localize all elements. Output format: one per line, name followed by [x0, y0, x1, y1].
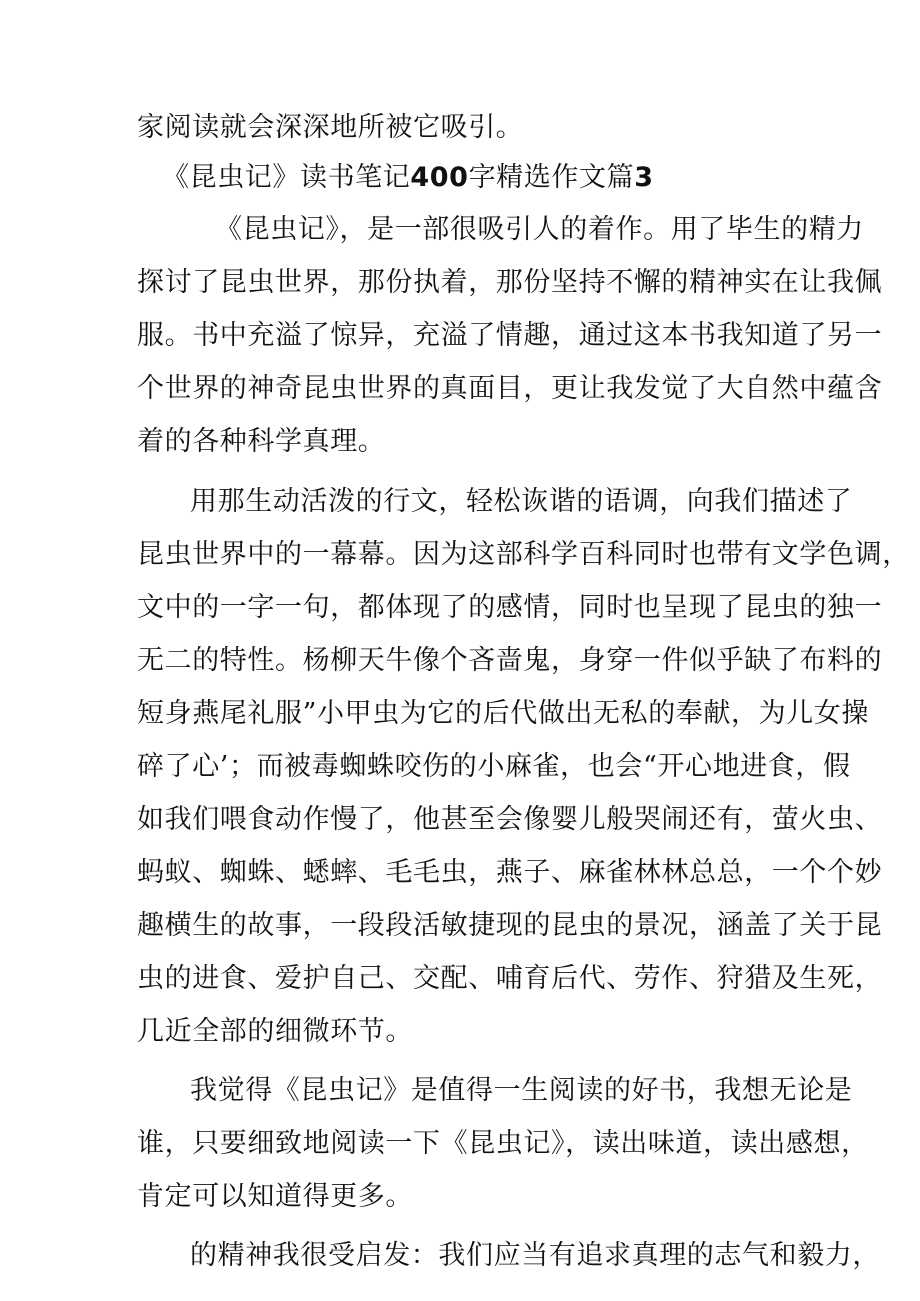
paragraph-line: 碎了心’；而被毒蜘蛛咬伤的小麻雀，也会“开心地进食，假: [137, 751, 851, 782]
paragraph-line: 昆虫世界中的一幕幕。因为这部科学百科同时也带有文学色调，: [137, 539, 910, 570]
paragraph-line: 几近全部的细微环节。: [137, 1016, 413, 1047]
paragraph-line: 着的各种科学真理。: [137, 426, 386, 457]
heading-middle: 字精选作文篇: [468, 162, 635, 193]
paragraph-line: 服。书中充溢了惊异，充溢了情趣，通过这本书我知道了另一: [137, 320, 883, 351]
paragraph-line: 短身燕尾礼服”小甲虫为它的后代做出无私的奉献，为儿女操: [137, 698, 870, 729]
paragraph-line: 个世界的神奇昆虫世界的真面目，更让我发觉了大自然中蕴含: [137, 373, 883, 404]
paragraph-line: 肯定可以知道得更多。: [137, 1181, 413, 1212]
paragraph-line: 用那生动活泼的行文，轻松诙谐的语调，向我们描述了: [190, 486, 853, 517]
intro-tail-line: 家阅读就会深深地所被它吸引。: [137, 112, 524, 143]
paragraph-line: 探讨了昆虫世界，那份执着，那份坚持不懈的精神实在让我佩: [137, 267, 883, 298]
paragraph-line: 文中的一字一句，都体现了的感情，同时也呈现了昆虫的独一: [137, 592, 883, 623]
paragraph-line: 蚂蚁、蜘蛛、蟋蟀、毛毛虫，燕子、麻雀林林总总，一个个妙: [137, 857, 883, 888]
paragraph-line: 的精神我很受启发：我们应当有追求真理的志气和毅力，: [190, 1240, 880, 1271]
heading-index: 3: [634, 162, 654, 193]
section-heading: [162, 160, 654, 196]
heading-number: 400: [410, 162, 469, 193]
paragraph-line: 虫的进食、爱护自己、交配、哺育后代、劳作、狩猎及生死，: [137, 963, 883, 994]
paragraph-line: 《昆虫记》，是一部很吸引人的着作。用了毕生的精力: [215, 214, 864, 245]
paragraph-line: 我觉得《昆虫记》是值得一生阅读的好书，我想无论是: [190, 1075, 853, 1106]
paragraph-line: 趣横生的故事，一段段活敏捷现的昆虫的景况，涵盖了关于昆: [137, 910, 883, 941]
paragraph-line: 无二的特性。杨柳天牛像个吝啬鬼，身穿一件似乎缺了布料的: [137, 645, 883, 676]
paragraph-line: 如我们喂食动作慢了，他甚至会像婴儿般哭闹还有，萤火虫、: [137, 804, 883, 835]
paragraph-line: 谁，只要细致地阅读一下《昆虫记》，读出味道，读出感想，: [137, 1128, 869, 1159]
heading-prefix: 《昆虫记》读书笔记: [162, 162, 411, 193]
